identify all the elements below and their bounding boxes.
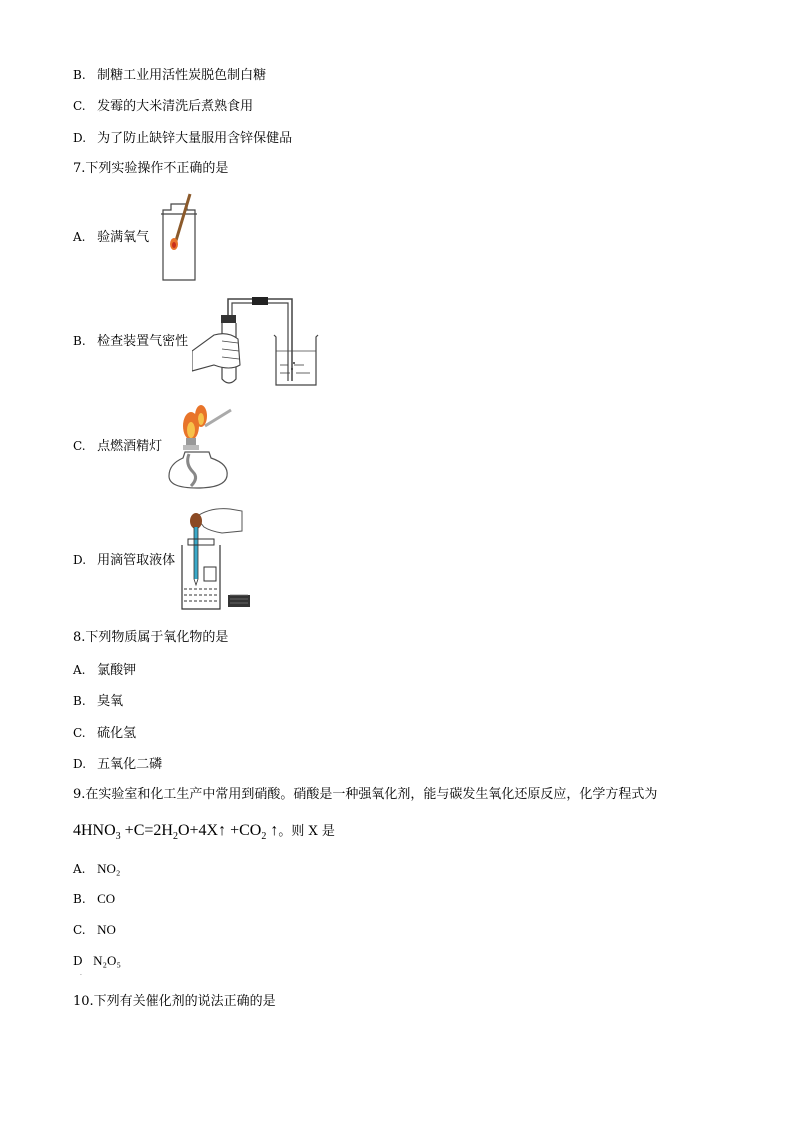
option-text: N₂O₅ [93, 953, 121, 968]
q9-stem: 9.在实验室和化工生产中常用到硝酸。硝酸是一种强氧化剂，能与碳发生氧化还原反应，化学方程式为 [73, 787, 658, 802]
q7-option-d[interactable] [73, 551, 175, 570]
alcohol-lamp-figure [165, 402, 240, 494]
q10-stem: 10.下列有关催化剂的说法正确的是 [73, 994, 276, 1009]
q7-option-c[interactable] [73, 437, 162, 456]
q8-option-c[interactable] [73, 724, 136, 743]
option-text: 制糖工业用活性炭脱色制白糖 [97, 68, 267, 83]
option-letter: C. [73, 726, 86, 740]
q6-option-d[interactable] [73, 129, 292, 148]
option-letter: B. [73, 694, 86, 708]
equation-tail: 。则 X 是 [278, 824, 335, 839]
option-letter: C. [73, 99, 86, 113]
option-letter: D. [73, 553, 87, 567]
option-text: 氯酸钾 [97, 663, 137, 678]
chemical-equation: $4HNO_3$ $+C=2H_2O+4X↑ +CO_2$ ↑。则 X 是 [73, 822, 335, 843]
option-text: 五氧化二磷 [97, 757, 163, 772]
option-letter: B. [73, 334, 86, 348]
option-letter: A. [73, 663, 86, 677]
option-text: 用滴管取液体 [97, 553, 176, 568]
option-text: 验满氧气 [97, 230, 150, 245]
option-letter: B. [73, 892, 86, 906]
option-text: NO [97, 922, 116, 937]
option-letter: C. [73, 923, 86, 937]
q7-stem: 7.下列实验操作不正确的是 [73, 161, 229, 176]
q8-option-d[interactable] [73, 755, 162, 774]
airtightness-check-figure [192, 293, 327, 388]
q8-option-a[interactable] [73, 661, 136, 680]
option-text: 检查装置气密性 [97, 334, 189, 349]
q9-option-b[interactable] [73, 890, 115, 909]
q7-option-a[interactable] [73, 228, 149, 247]
option-text: NO₂ [97, 861, 121, 876]
option-text: 臭氧 [97, 694, 124, 709]
oxygen-test-figure [155, 192, 200, 286]
option-letter: D [73, 954, 83, 968]
option-text: CO [97, 891, 116, 906]
q9-option-d[interactable] [73, 952, 121, 971]
option-letter: C. [73, 439, 86, 453]
q9-option-a[interactable] [73, 860, 120, 879]
q6-option-b[interactable] [73, 66, 266, 85]
dropper-figure [176, 505, 258, 613]
stray-mark: · [80, 972, 82, 979]
q7-option-b[interactable] [73, 332, 188, 351]
option-text: 发霉的大米清洗后煮熟食用 [97, 99, 254, 114]
q8-option-b[interactable] [73, 692, 123, 711]
q6-option-c[interactable] [73, 97, 253, 116]
option-text: 点燃酒精灯 [97, 439, 163, 454]
q9-option-c[interactable] [73, 921, 116, 940]
option-letter: B. [73, 68, 86, 82]
option-letter: A. [73, 862, 86, 876]
option-letter: A. [73, 230, 86, 244]
q8-stem: 8.下列物质属于氧化物的是 [73, 630, 229, 645]
option-letter: D. [73, 131, 87, 145]
option-letter: D. [73, 757, 87, 771]
option-text: 为了防止缺锌大量服用含锌保健品 [97, 131, 293, 146]
option-text: 硫化氢 [97, 726, 137, 741]
